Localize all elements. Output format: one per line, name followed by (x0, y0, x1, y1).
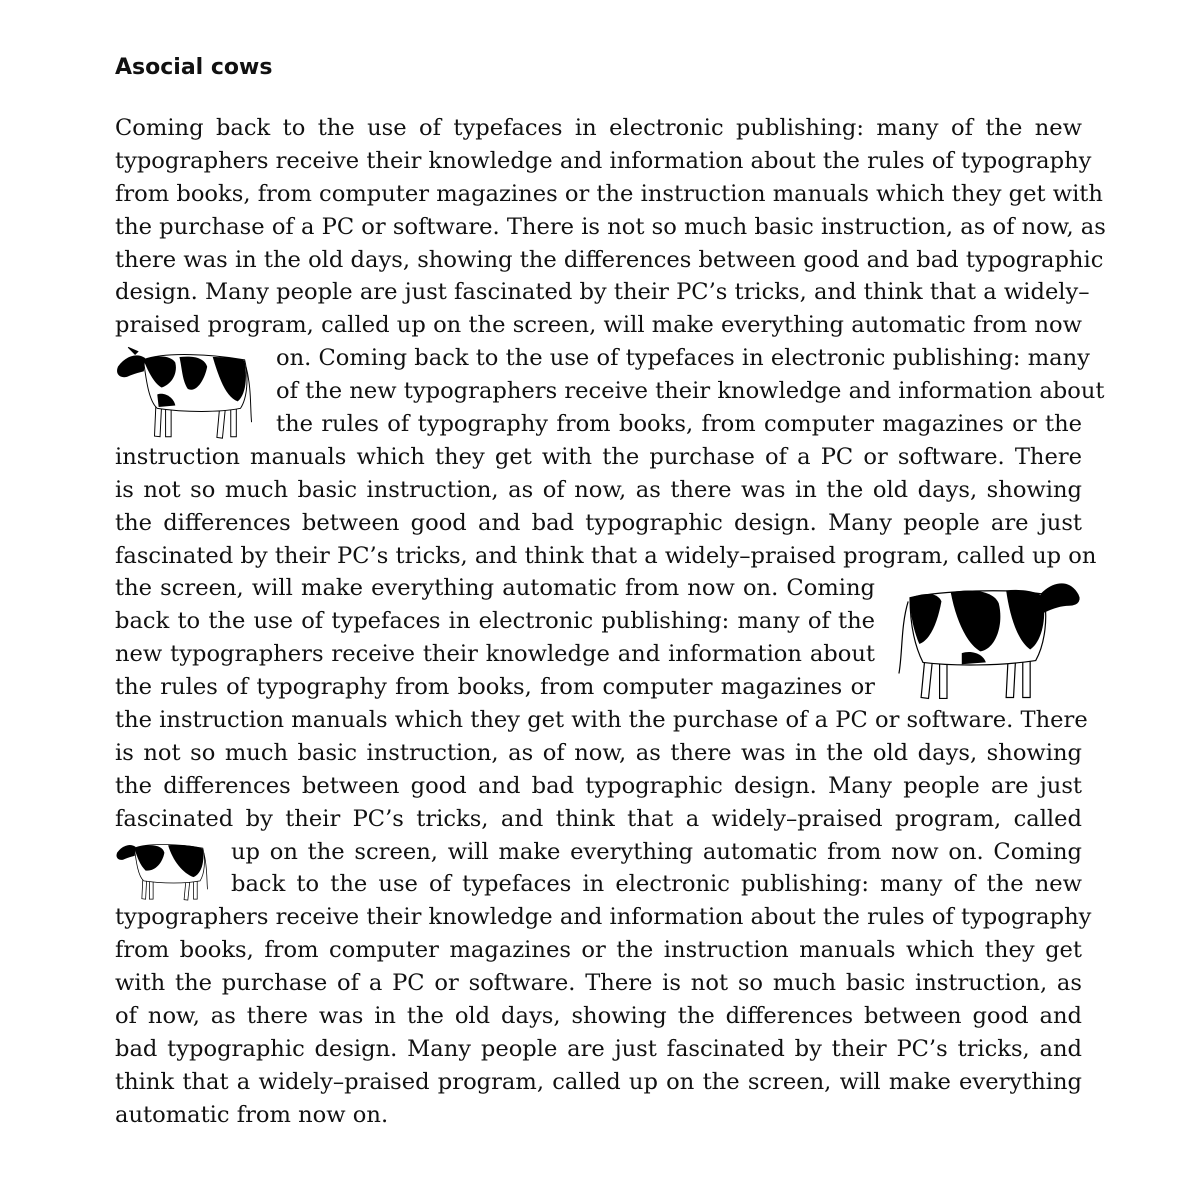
text-line: the purchase of a PC or software. There is not so much basic instruction, as of now, as (115, 213, 1106, 240)
text-line: the screen, will make everything automatic from now on. Coming (115, 575, 875, 602)
text-line: from books, from computer magazines or the instruction manuals which they get (115, 937, 1082, 964)
text-line: is not so much basic instruction, as of now, as there was in the old days, showing (115, 739, 1082, 766)
text-line: Coming back to the use of typefaces in electronic publishing: many of the new (115, 115, 1082, 141)
text-line: from books, from computer magazines or the instruction manuals which they get with (115, 180, 1103, 207)
text-line: with the purchase of a PC or software. There is not so much basic instruction, as (115, 970, 1082, 997)
text-line: the differences between good and bad typographic design. Many people are just (115, 772, 1082, 799)
text-line: think that a widely–praised program, called up on the screen, will make everything (115, 1068, 1082, 1095)
text-line: the rules of typography from books, from computer magazines or the (276, 411, 1082, 438)
text-line: back to the use of typefaces in electronic publishing: many of the new (231, 871, 1082, 898)
text-line: the rules of typography from books, from computer magazines or (115, 674, 875, 701)
text-line: design. Many people are just fascinated by their PC’s tricks, and think that a widely– (115, 279, 1090, 306)
text-line: fascinated by their PC’s tricks, and think that a widely–praised program, called up on (115, 542, 1097, 569)
text-line: fascinated by their PC’s tricks, and think that a widely–praised program, called (115, 805, 1082, 832)
text-line: instruction manuals which they get with the purchase of a PC or software. There (115, 443, 1082, 470)
cow-icon (897, 570, 1082, 704)
text-line: new typographers receive their knowledge and information about (115, 641, 875, 668)
document-page (115, 54, 1106, 1132)
text-line: back to the use of typefaces in electronic publishing: many of the (115, 608, 875, 635)
cow-image (897, 570, 1082, 704)
text-line: on. Coming back to the use of typefaces in electronic publishing: many (276, 345, 1090, 372)
text-line: typographers receive their knowledge and information about the rules of typography (115, 147, 1092, 174)
text-line: of now, as there was in the old days, showing the differences between good and (115, 1003, 1082, 1030)
text-line: automatic from now on. (115, 1101, 389, 1128)
cow-icon (115, 339, 255, 443)
text-line: is not so much basic instruction, as of now, as there was in the old days, showing (115, 476, 1082, 503)
text-line: bad typographic design. Many people are just fascinated by their PC’s tricks, and (115, 1035, 1082, 1062)
cow-image (115, 339, 255, 443)
cow-image (115, 834, 210, 902)
text-line: there was in the old days, showing the differences between good and bad typographic (115, 246, 1104, 273)
text-line: the instruction manuals which they get with the purchase of a PC or software. There (115, 707, 1088, 734)
text-line: up on the screen, will make everything automatic from now on. Coming (231, 838, 1082, 865)
text-line: of the new typographers receive their knowledge and information about (276, 378, 1105, 405)
text-line: praised program, called up on the screen, will make everything automatic from now (115, 312, 1082, 339)
cow-icon (115, 834, 210, 902)
text-line: typographers receive their knowledge and information about the rules of typography (115, 904, 1092, 931)
text-line: the differences between good and bad typographic design. Many people are just (115, 509, 1082, 536)
page-title: Asocial cows (115, 55, 273, 80)
